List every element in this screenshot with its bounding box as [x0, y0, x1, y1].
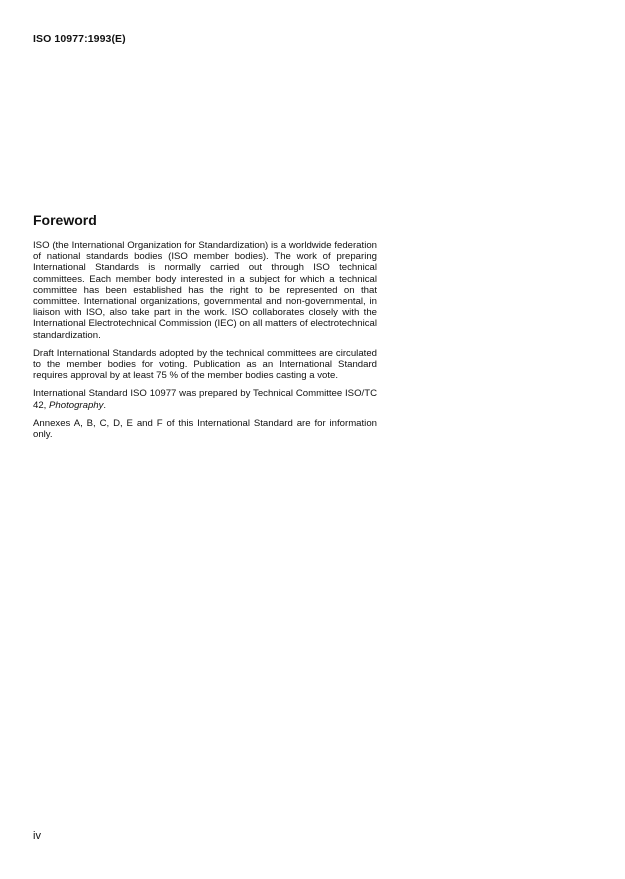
- paragraph-3-end: .: [103, 399, 107, 411]
- foreword-heading: Foreword: [33, 212, 97, 228]
- foreword-body: [33, 240, 377, 447]
- page-number: iv: [33, 830, 41, 842]
- foreword-paragraph-4: Annexes A, B, C, D, E and F of this International Standard are for information only.: [33, 417, 377, 441]
- foreword-paragraph-2: Draft International Standards adopted by the technical committees are circulated to the member bodies for voting. Publication as an International Standard requires approval by at least 75 % of the member bodies casting a vote.: [33, 347, 377, 382]
- foreword-paragraph-3: [33, 388, 377, 410]
- paragraph-3-text: International Standard ISO 10977 was prepared by Technical Committee ISO/TC 42,: [33, 388, 377, 411]
- foreword-paragraph-1: ISO (the International Organization for Standardization) is a worldwide federation of national standards bodies (ISO member bodies). The work of preparing International Standards is normally carried out through ISO technical committees. Each member body interested in a subject for which a technical committee has been established has the right to be represented on that committee. International organizations, governmental and non-governmental, in liaison with ISO, also take part in the work. ISO collaborates closely with the International Electrotechnical Commission (IEC) on all matters of electrotechnical standardization.: [33, 240, 377, 341]
- document-header: ISO 10977:1993(E): [33, 33, 126, 45]
- committee-title: Photography: [49, 399, 104, 411]
